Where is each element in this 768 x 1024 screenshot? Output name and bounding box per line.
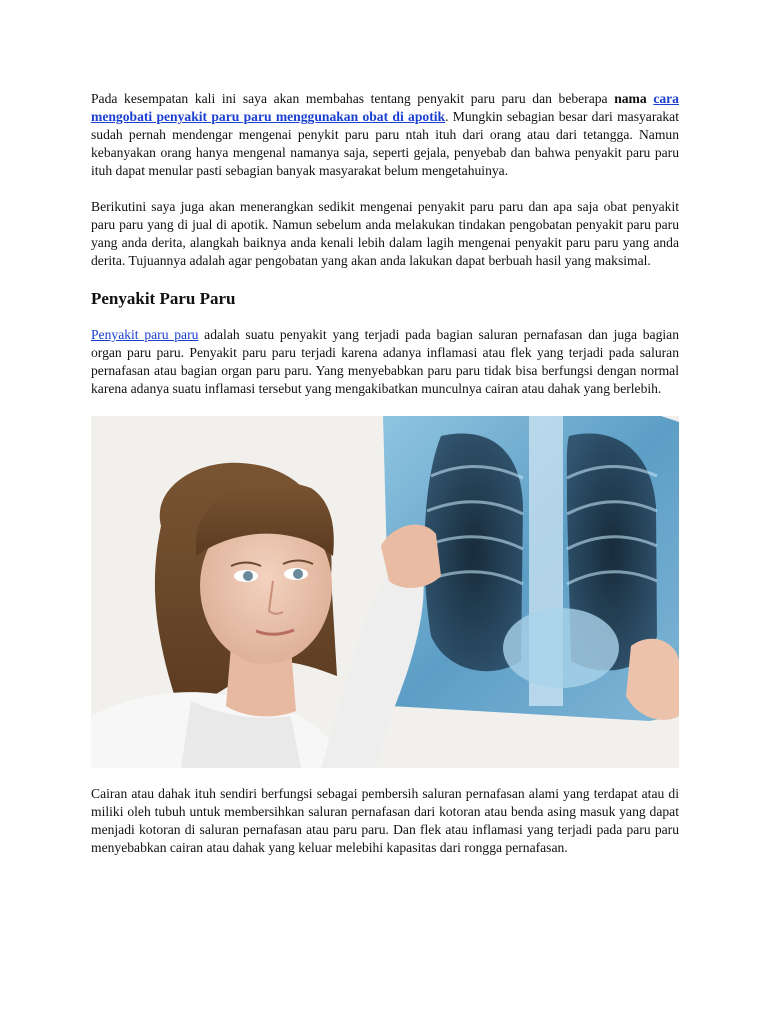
intro-text-start: Pada kesempatan kali ini saya akan membahas tentang penyakit paru paru dan beberapa [91,91,615,106]
lung-disease-link[interactable]: Penyakit paru paru [91,327,199,342]
treatment-link[interactable]: cara mengobati penyakit paru paru menggunakan obat di apotik [91,91,679,124]
closing-paragraph: Cairan atau dahak ituh sendiri berfungsi sebagai pembersih saluran pernafasan alami yang terdapat atau di miliki oleh tubuh untuk membersihkan saluran pernafasan dari kotoran atau benda asing masuk yang dapat menjadi kotoran di saluran pernafasan atau paru paru. Dan flek atau inflamasi yang terjadi pada paru paru menyebabkan cairan atau dahak yang keluar melebihi kapasitas dari rongga pernafasan. [91,786,679,855]
intro-paragraph [91,90,679,180]
second-paragraph: Berikutini saya juga akan menerangkan sedikit mengenai penyakit paru paru dan apa saja obat penyakit paru paru yang di jual di apotik. Namun sebelum anda melakukan tindakan pengobatan penyakit paru paru yang anda derita, alangkah baiknya anda kenali lebih dalam lagih mengenai penyakit paru paru yang anda derita. Tujuannya adalah agar pengobatan yang akan anda lakukan dapat berbuah hasil yang maksimal. [91,199,679,268]
document-page [91,90,679,857]
intro-bold-word: nama [614,91,647,106]
definition-paragraph [91,326,679,398]
intro-text-end: . Mungkin sebagian besar dari masyarakat sudah pernah mendengar mengenai penykit paru paru ntah ituh dari orang atau dari tetangga. Namun kebanyakan orang hanya mengenal namanya saja, seperti gejala, penyebab dan bahwa penyakit paru paru ituh dapat menular pasti sebagian banyak masyarakat belum mengetahuinya. [91,109,679,178]
section-heading: Penyakit Paru Paru [91,289,236,308]
xray-photo [91,416,679,768]
definition-text: adalah suatu penyakit yang terjadi pada bagian saluran pernafasan dan juga bagian organ paru paru. Penyakit paru paru terjadi karena adanya inflamasi atau flek yang terjadi pada saluran pernafasan atau bagian organ paru paru. Yang menyebabkan paru paru tidak bisa berfungsi dengan normal karena adanya suatu inflamasi tersebut yang mengakibatkan munculnya cairan atau dahak yang berlebih. [91,327,679,396]
